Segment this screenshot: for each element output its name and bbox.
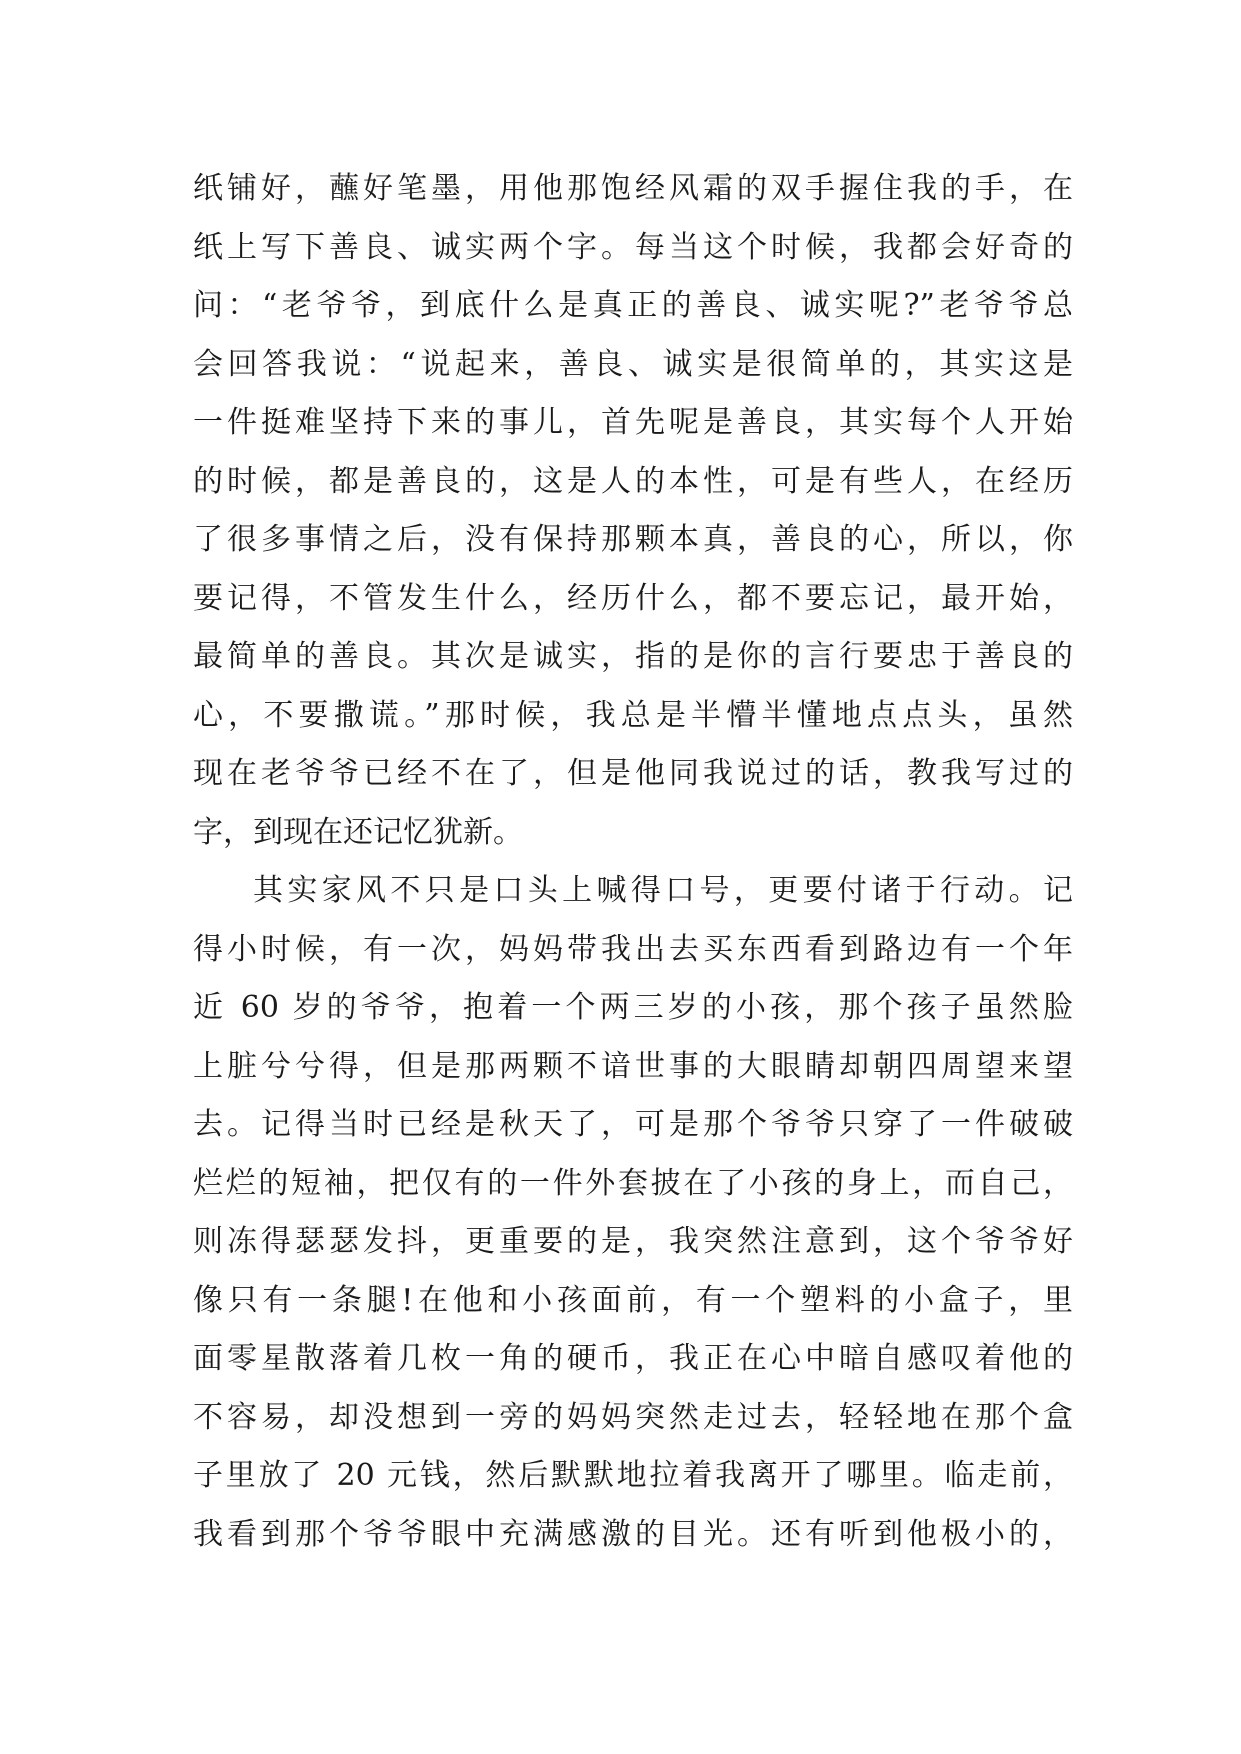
paragraph-2-line: 则冻得瑟瑟发抖，更重要的是，我突然注意到，这个爷爷好: [193, 1224, 1073, 1259]
paragraph-1-line: 心，不要撒谎。”那时候，我总是半懵半懂地点点头，虽然: [193, 697, 1073, 733]
paragraph-2-line: 我看到那个爷爷眼中充满感激的目光。还有听到他极小的，: [193, 1516, 1073, 1552]
paragraph-1-line: 一件挺难坚持下来的事儿，首先呢是善良，其实每个人开始: [193, 405, 1073, 440]
paragraph-1-line: 了很多事情之后，没有保持那颗本真，善良的心，所以，你: [193, 522, 1073, 557]
paragraph-1-line: 纸上写下善良、诚实两个字。每当这个时候，我都会好奇的: [193, 229, 1073, 265]
paragraph-1-line: 现在老爷爷已经不在了，但是他同我说过的话，教我写过的: [193, 756, 1073, 791]
paragraph-2-line: 烂烂的短袖，把仅有的一件外套披在了小孩的身上，而自己，: [193, 1165, 1073, 1201]
paragraph-2-line: 像只有一条腿!在他和小孩面前，有一个塑料的小盒子，里: [193, 1282, 1073, 1318]
paragraph-2-line: 不容易，却没想到一旁的妈妈突然走过去，轻轻地在那个盒: [193, 1399, 1073, 1435]
paragraph-2-line: 子里放了 20 元钱，然后默默地拉着我离开了哪里。临走前，: [193, 1458, 1073, 1493]
paragraph-2-line: 得小时候，有一次，妈妈带我出去买东西看到路边有一个年: [193, 931, 1073, 967]
paragraph-2-line: 面零星散落着几枚一角的硬币，我正在心中暗自感叹着他的: [193, 1341, 1073, 1376]
paragraph-1-line: 要记得，不管发生什么，经历什么，都不要忘记，最开始，: [193, 580, 1073, 616]
paragraph-1-line: 会回答我说：“说起来，善良、诚实是很简单的，其实这是: [193, 346, 1073, 382]
body-text: [193, 160, 1073, 1564]
paragraph-2-line: 上脏兮兮得，但是那两颗不谙世事的大眼睛却朝四周望来望: [193, 1048, 1073, 1084]
paragraph-1-line: 纸铺好，蘸好笔墨，用他那饱经风霜的双手握住我的手，在: [193, 171, 1073, 206]
paragraph-1-line: 问：“老爷爷，到底什么是真正的善良、诚实呢?”老爷爷总: [193, 288, 1073, 323]
paragraph-2-line: 近 60 岁的爷爷，抱着一个两三岁的小孩，那个孩子虽然脸: [193, 990, 1073, 1025]
paragraph-2-line: 其实家风不只是口头上喊得口号，更要付诸于行动。记: [253, 873, 1073, 908]
paragraph-2-line: 去。记得当时已经是秋天了，可是那个爷爷只穿了一件破破: [193, 1107, 1073, 1142]
paragraph-1-line: 的时候，都是善良的，这是人的本性，可是有些人，在经历: [193, 463, 1073, 499]
paragraph-1-line: 最简单的善良。其次是诚实，指的是你的言行要忠于善良的: [193, 639, 1073, 674]
paragraph-1-line: 字，到现在还记忆犹新。: [193, 814, 523, 850]
